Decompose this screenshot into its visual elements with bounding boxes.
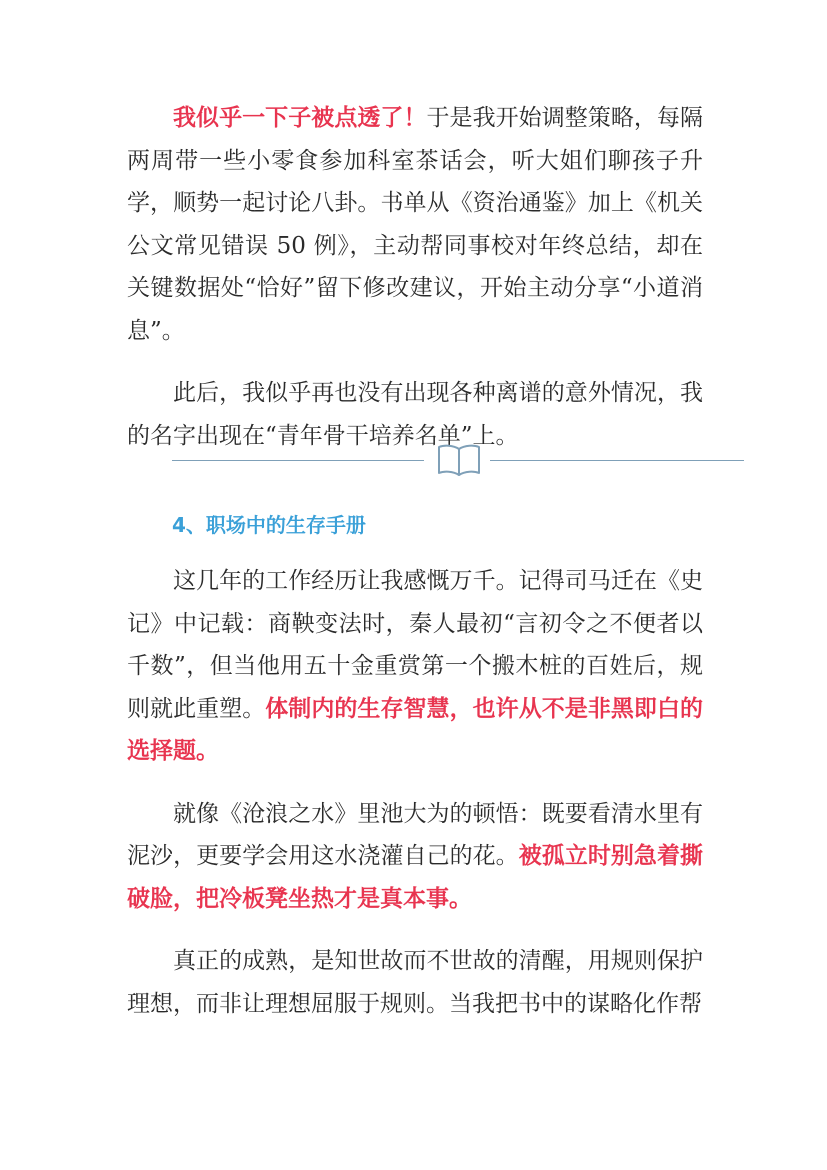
body-text: 此后，我似乎再也没有出现各种离谱的意外情况，我的名字出现在“青年骨干培养名单”上。 bbox=[127, 380, 703, 449]
highlight-text: 被孤立时别急着撕破脸，把冷板凳坐热才是真本事。 bbox=[127, 843, 704, 912]
body-text: 真正的成熟，是知世故而不世故的清醒，用规则保护理想，而非让理想屈服于规则。当我把书中的谋略化作帮 bbox=[127, 948, 703, 1017]
section-divider bbox=[172, 440, 744, 480]
body-text: 这几年的工作经历让我感慨万千。记得司马迁在《史记》中记载：商鞅变法时，秦人最初“言初令之不便者以千数”，但当他用五十金重赏第一个搬木桩的百姓后，规则就此重塑。 bbox=[127, 568, 703, 722]
highlight-text: 我似乎一下子被点透了！ bbox=[173, 105, 427, 131]
open-book-icon bbox=[436, 442, 482, 478]
paragraph-experience bbox=[127, 560, 703, 773]
body-text: 于是我开始调整策略，每隔两周带一些小零食参加科室茶话会，听大姐们聊孩子升学，顺势一起讨论八卦。书单从《资治通鉴》加上《机关公文常见错误 50 例》，主动帮同事校对年终总结，却在关键数据处“恰好”留下修改建议，开始主动分享“小道消息”。 bbox=[127, 105, 704, 344]
divider-line-left bbox=[172, 460, 424, 461]
paragraph-maturity bbox=[127, 940, 703, 1025]
body-text: 就像《沧浪之水》里池大为的顿悟：既要看清水里有泥沙，更要学会用这水浇灌自己的花。 bbox=[127, 800, 703, 869]
section-heading: 4、职场中的生存手册 bbox=[172, 513, 366, 537]
highlight-text: 体制内的生存智慧，也许从不是非黑即白的选择题。 bbox=[127, 695, 704, 764]
paragraph-strategy bbox=[127, 97, 703, 352]
article-section-2 bbox=[127, 560, 703, 1025]
paragraph-analogy bbox=[127, 793, 703, 921]
article-section-1 bbox=[127, 97, 703, 457]
divider-line-right bbox=[490, 460, 744, 461]
